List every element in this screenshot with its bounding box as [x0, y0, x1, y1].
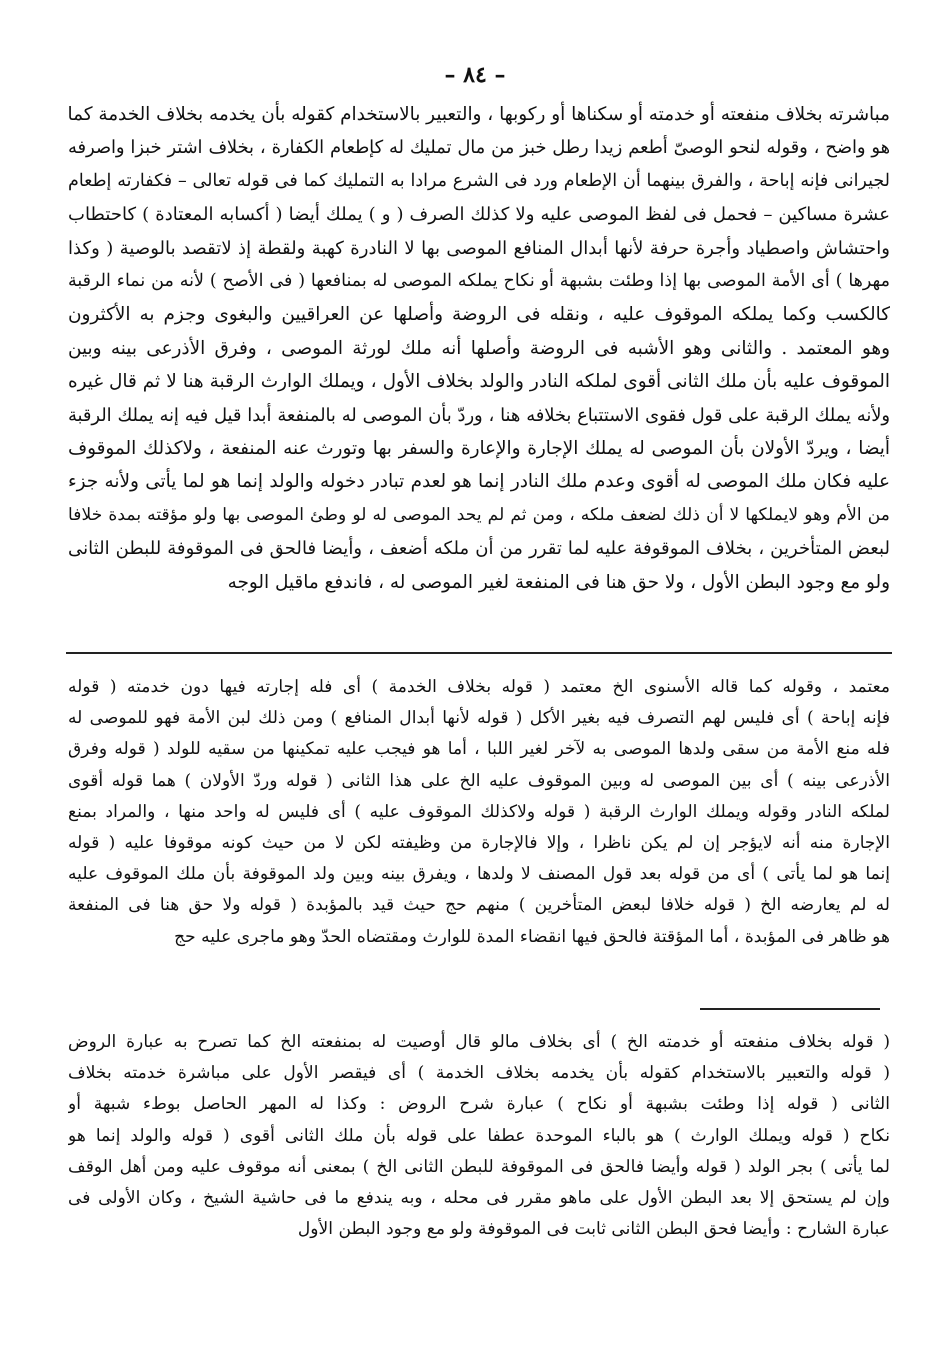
- commentary-line: لملكه النادر وقوله ويملك الوارث الرقبة ( قوله ولاكذلك الموقوف عليه ) أى فليس له واحد منها ، والمراد بمنع: [68, 801, 890, 822]
- main-text-line: لبعض المتأخرين ، بخلاف الموقوفة عليه لما تقرر من أن ملكه أضعف ، وأيضا فالحق فى الموقوفة للبطن الثانى: [68, 538, 890, 560]
- commentary-line: وإن لم يستحق إلا بعد البطن الأول على ماهو مقرر فى محله ، وبه يندفع ما فى حاشية الشيخ ، وكان الأولى فى: [68, 1188, 890, 1209]
- main-text-line: واحتشاش واصطياد وأجرة حرفة لأنها أبدال المنافع الموصى بها لا النادرة كهبة ولقطة إذ لاتقصد بالوصية ( وكذا: [68, 237, 890, 259]
- commentary-line: الأذرعى بينه ) أى بين الموصى له وبين الموقوف عليه الخ على هذا الثانى ( قوله وردّ الأولان ) هما قوله أقوى: [68, 770, 890, 791]
- main-text-line: مباشرته بخلاف منفعته أو خدمته أو سكناها أو ركوبها ، والتعبير بالاستخدام كقوله بأن يخدمه بخلاف الخدمة كما: [68, 104, 890, 125]
- main-text-line: وهو المعتمد . والثانى وهو الأشبه فى الروضة وأصلها أنه ملك لورثة الموصى ، وفرق الأذرعى بينه وبين: [68, 337, 890, 359]
- commentary-block-1: [68, 672, 890, 953]
- commentary-line: ( قوله والتعبير بالاستخدام كقوله بأن يخدمه بخلاف الخدمة ) أى فيقصر الأول على مباشرة خدمته بخلاف: [68, 1063, 890, 1084]
- commentary-block-2: [68, 1027, 890, 1245]
- commentary-line: معتمد ، وقوله كما قاله الأسنوى الخ معتمد ( قوله بخلاف الخدمة ) أى فله إجارته فيها دون خدمته ( قوله: [68, 677, 890, 697]
- commentary-line: هو ظاهر فى المؤبدة ، أما المؤقتة فالحق فيها انقضاء المدة للوارث ومقتضاه الحدّ وهو ماجرى عليه حج: [174, 926, 890, 947]
- section-divider: [66, 652, 892, 654]
- commentary-line: له لم يعارضه الخ ( قوله خلافا لبعض المتأخرين ) منهم حج حيث قيد بالمؤبدة ( قوله ولا حق هنا فى المنفعة: [68, 895, 890, 916]
- main-text-line: الموقوف عليه بأن ملك الثانى أقوى لملكه النادر والولد بخلاف الأول ، ويملك الوارث الرقبة هنا لا ثم قال غيره: [68, 371, 890, 393]
- main-text-line: هو واضح ، وقوله لنحو الوصىّ أطعم زيدا رطل خبز من مال تمليك له كإطعام الكفارة ، بخلاف اشتر خبزا واصرفه: [68, 137, 890, 159]
- main-text-line: ولأنه يملك الرقبة على قول فقوى الاستتباع بخلافه هنا ، وردّ بأن الموصى له بالمنفعة أبدا قيل فيه إنه يملك الرقبة: [68, 404, 890, 426]
- commentary-line: فله منع الأمة من سقى ولدها الموصى به لآخر لغير اللبا ، أما هو فيجب عليه تمكينها من سقيه للولد ( قوله وفرق: [68, 739, 890, 760]
- main-text-line: من الأم وهو لايملكها لا أن ذلك لضعف ملكه ، ومن ثم لم يحد الموصى له لو وطئ الموصى بها ولو مؤقته بمدة خلافا: [68, 504, 890, 525]
- main-text-line: ولو مع وجود البطن الأول ، ولا حق هنا فى المنفعة لغير الموصى له ، فاندفع ماقيل الوجه: [227, 571, 890, 593]
- commentary-line: نكاح ( قوله ويملك الوارث ) هو بالباء الموحدة عطفا على قوله بأن ملك الثانى أقوى ( قوله والولد إنما هو: [68, 1125, 890, 1146]
- commentary-line: الثانى ( قوله إذا وطئت بشبهة أو نكاح ) عبارة شرح الروض : وكذا له المهر الحاصل بوطء شبهة أو: [68, 1094, 890, 1115]
- commentary-line: ( قوله بخلاف منفعته أو خدمته الخ ) أى بخلاف مالو قال أوصيت له بمنفعته الخ كما تصرح به عبارة الروض: [68, 1032, 890, 1052]
- main-text-line: مهرها ) أى الأمة الموصى بها إذا وطئت بشبهة أو نكاح يملكه الموصى له بمنافعها ( فى الأصح ) لأنه من نماء الرقبة: [68, 271, 890, 292]
- page-number: – ٨٤ –: [444, 62, 506, 88]
- main-text-line: عليه فكان ملك الموصى له أقوى وعدم ملك النادر إنما هو لعدم تبادر دخوله والولد إنما هو لما يأتى ولأنه جزء: [68, 471, 890, 493]
- main-text-line: لجيرانى فإنه إباحة ، والفرق بينهما أن الإطعام ورد فى الشرع مرادا به التمليك كما فى قوله تعالى – فكفارته إطعام: [68, 170, 890, 191]
- section-divider: [700, 1008, 880, 1010]
- main-text-line: كالكسب وكما يملكه الموقوف عليه ، ونقله فى الروضة وأصلها عن العراقيين والبغوى وجزم به الأكثرون: [68, 304, 890, 326]
- commentary-line: عبارة الشارح : وأيضا فحق البطن الثانى ثابت فى الموقوفة ولو مع وجود البطن الأول: [297, 1219, 890, 1240]
- main-text-line: أيضا ، ويردّ الأولان بأن الموصى له يملك الإجارة والإعارة والسفر بها وتورث عنه المنفعة ، ولاكذلك الموقوف: [68, 438, 890, 460]
- main-text-line: عشرة مساكين – فحمل فى لفظ الموصى عليه ولا كذلك الصرف ( و ) يملك أيضا ( أكسابه المعتادة ) كاحتطاب: [68, 204, 890, 226]
- commentary-line: لما يأتى ) بجر الولد ( قوله وأيضا فالحق فى الموقوفة للبطن الثانى الخ ) بمعنى أنه موقوف عليه ومن أهل الوقف: [68, 1156, 890, 1177]
- commentary-line: إنما هو لما يأتى ) أى من قوله بعد قول المصنف لا ولدها ، ويفرق بينه وبين ولد الموقوفة بأن ملك الموقوف عليه: [68, 864, 890, 885]
- commentary-line: الإجارة منه أنه لايؤجر إن لم يكن ناظرا ، وإلا فالإجارة من وظيفته لكن لا من حيث كونه موقوفا عليه ( قوله: [68, 833, 890, 854]
- main-text: [68, 98, 890, 599]
- commentary-line: فإنه إباحة ) أى فليس لهم التصرف فيه بغير الأكل ( قوله لأنها أبدال المنافع ) ومن ذلك لبن الأمة فهو للموصى له: [68, 708, 890, 729]
